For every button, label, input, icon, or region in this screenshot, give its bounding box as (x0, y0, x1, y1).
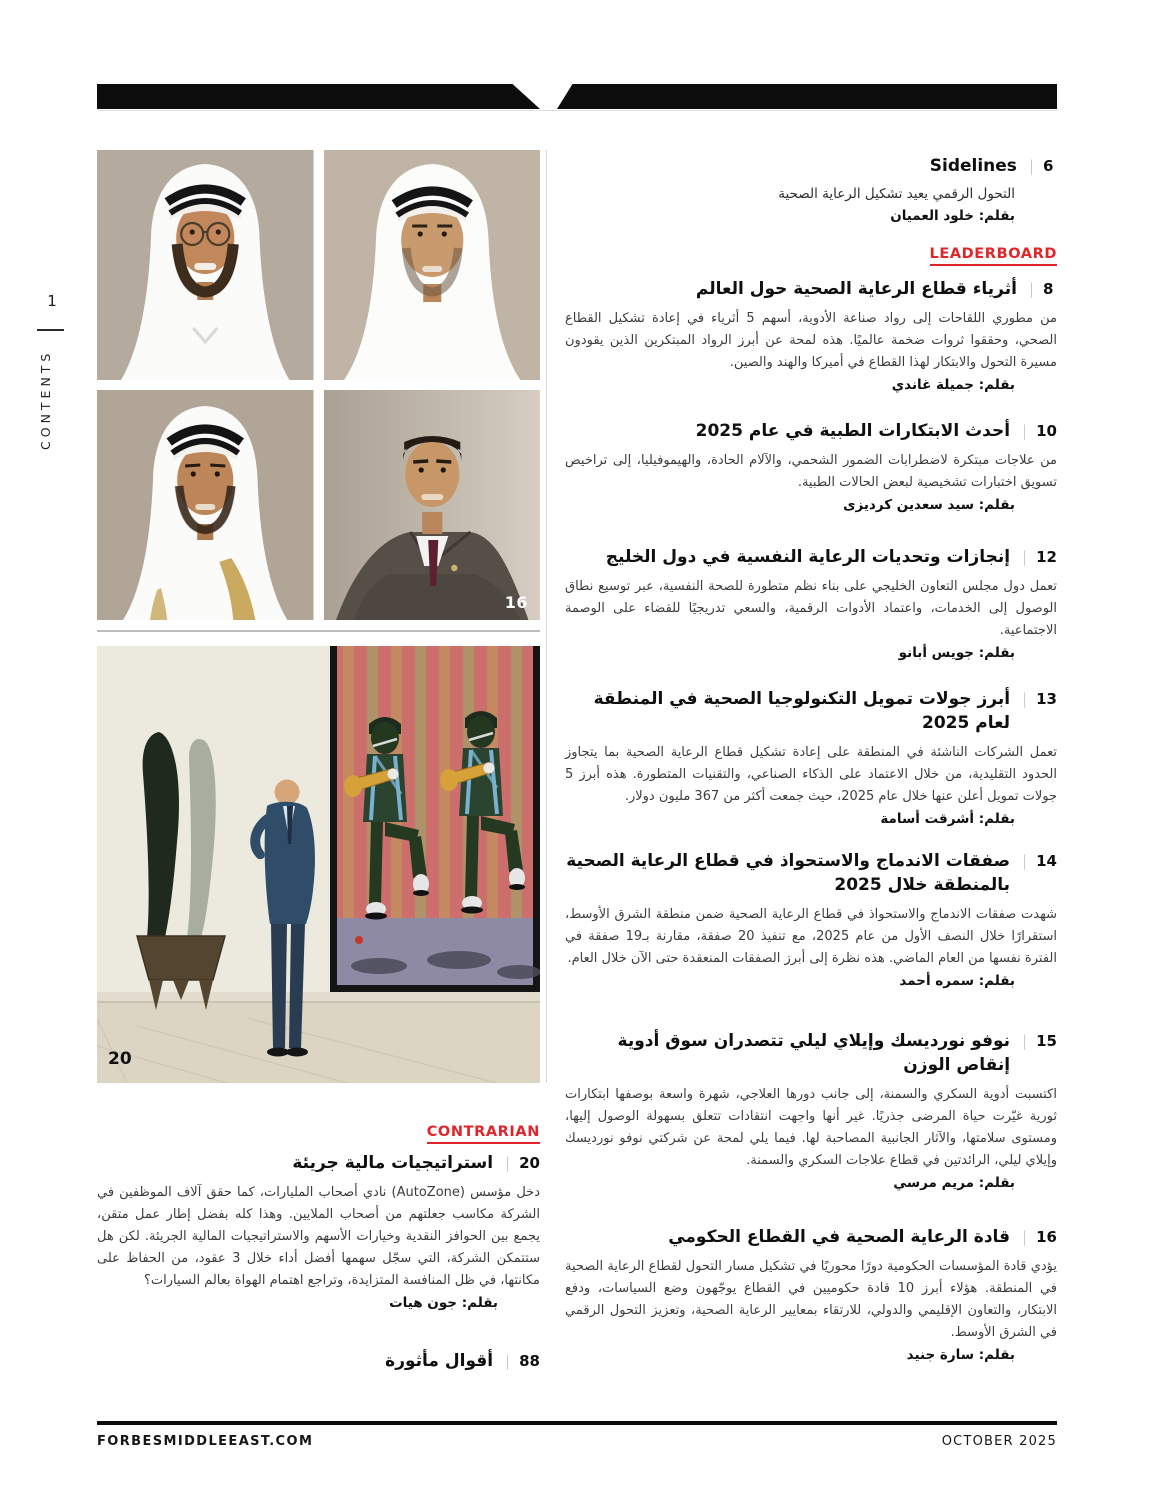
portrait-photo-3 (97, 390, 314, 620)
entry-page-number: 8 (1043, 280, 1054, 298)
entry-divider: | (1022, 852, 1028, 870)
entry-divider: | (1022, 690, 1028, 708)
entry-head (565, 1226, 1057, 1250)
contents-vertical-label: CONTENTS (38, 349, 53, 450)
entry-title: استراتيجيات مالية جريئة (292, 1153, 494, 1173)
entry-head (565, 688, 1057, 736)
entry-byline: بقلم: مريم مرسي (893, 1174, 1015, 1191)
entry-divider: | (1022, 548, 1028, 566)
entry-byline: بقلم: سمره أحمد (899, 972, 1015, 989)
page-number-rule (37, 329, 64, 331)
entry-summary: تعمل الشركات الناشئة في المنطقة على إعادة تشكيل قطاع الرعاية الصحية بما يتجاوز الحدود التقليدية، من خلال الاعتماد على الذكاء الصناعي، والتقنيات المتطورة. هذه أبرز 5 جولات تمويل أعلن عنها خلال عام 2025، حيث جمعت أكثر من 367 مليون دولار. (565, 744, 1057, 804)
entry-title: Sidelines (929, 156, 1017, 176)
entry-byline: بقلم: أشرقت أسامة (880, 810, 1015, 827)
entry-head (565, 155, 1057, 179)
toc-entry-10 (565, 420, 1057, 513)
toc-entry-16 (565, 1226, 1057, 1363)
entry-byline: بقلم: خلود العميان (890, 208, 1015, 225)
feature-photo (97, 646, 540, 1083)
entry-head (565, 546, 1057, 570)
entry-title: أحدث الابتكارات الطبية في عام 2025 (695, 421, 1011, 441)
column-rule (546, 150, 547, 1083)
page-number: 1 (47, 292, 57, 310)
entry-divider: | (1028, 157, 1034, 175)
toc-entry-sidelines (565, 155, 1057, 224)
entry-divider: | (1022, 422, 1028, 440)
entry-divider: | (1028, 280, 1034, 298)
entry-title: قادة الرعاية الصحية في القطاع الحكومي (668, 1227, 1011, 1247)
entry-title: أثرياء قطاع الرعاية الصحية حول العالم (695, 279, 1017, 299)
entry-page-number: 20 (519, 1154, 540, 1172)
portrait-4-illustration (324, 390, 541, 620)
entry-byline: بقلم: سارة جنيد (906, 1347, 1015, 1364)
entry-subtitle: التحول الرقمي يعيد تشكيل الرعاية الصحية (778, 185, 1015, 202)
header-bar-right (557, 84, 1057, 109)
entry-page-number: 13 (1036, 690, 1057, 708)
footer-rule (97, 1421, 1057, 1425)
photo-separator-rule (97, 630, 540, 632)
footer-issue-date: OCTOBER 2025 (941, 1434, 1057, 1449)
entry-page-number: 10 (1036, 422, 1057, 440)
entry-title: أبرز جولات تمويل التكنولوجيا الصحية في المنطقة لعام 2025 (593, 689, 1011, 733)
entry-page-number: 16 (1036, 1228, 1057, 1246)
entry-summary: من مطوري اللقاحات إلى رواد صناعة الأدوية، أسهم 5 أثرياء في إعادة تشكيل القطاع الصحي، وحققوا ثروات ضخمة عالميًا. هذه لمحة عن أبرز الرواد المبتكرين الذين يقودون مسيرة التحول والابتكار لهذا القطاع في أميركا والهند والصين. (565, 310, 1057, 370)
entry-page-number: 6 (1043, 157, 1054, 175)
entry-summary: اكتسبت أدوية السكري والسمنة، إلى جانب دورها العلاجي، شهرة واسعة بوصفها ابتكارات ثورية غيّرت حياة المرضى جذريًا. غير أنها واجهت انتقادات تتعلق بسهولة الوصول إليها، ومستوى سلامتها، والآثار الجانبية المصاحبة لها. فيما يلي لمحة عن شركتي نوفو نورديسك وإيلاي ليلي، الرائدتين في قطاع علاجات السكري والسمنة. (565, 1086, 1057, 1168)
header-bar-left (97, 84, 540, 109)
toc-entry-15 (565, 1030, 1057, 1191)
portrait-4-page-ref: 16 (504, 593, 528, 612)
entry-summary: من علاجات مبتكرة لاضطرابات الضمور الشحمي، والآلام الحادة، والهيموفيليا، إلى تراخيص تسويق اختبارات تشخيصية لبعض الحالات الطبية. (565, 452, 1057, 490)
entry-divider: | (1022, 1032, 1028, 1050)
entry-divider: | (505, 1154, 511, 1172)
entry-head (565, 1030, 1057, 1078)
entry-head (565, 420, 1057, 444)
toc-entry-13 (565, 688, 1057, 827)
feature-photo-illustration (97, 646, 540, 1083)
entry-title: صفقات الاندماج والاستحواذ في قطاع الرعاية الصحية بالمنطقة خلال 2025 (566, 851, 1011, 895)
feature-page-ref: 20 (108, 1049, 132, 1069)
entry-summary: تعمل دول مجلس التعاون الخليجي على بناء نظم متطورة للصحة النفسية، عبر توسيع نطاق الوصول إلى الخدمات، واعتماد الأدوات الرقمية، والسعي تدريجيًا للقضاء على الوصمة الاجتماعية. (565, 578, 1057, 638)
entry-head (97, 1152, 540, 1176)
entry-byline: بقلم: سيد سعدين كرديزى (843, 496, 1015, 513)
entry-page-number: 12 (1036, 548, 1057, 566)
toc-entry-20 (97, 1152, 540, 1311)
entry-byline: بقلم: جويس أبانو (898, 645, 1015, 662)
entry-summary: دخل مؤسس (AutoZone) نادي أصحاب المليارات، كما حقق آلاف الموظفين في الشركة مكاسب جعلتهم من أصحاب الملايين. وهذا كله بفضل إطار عمل متقن، يجمع بين الحوافز النقدية وخيارات الأسهم والاستراتيجيات المالية الجريئة. لكن هل ستتمكن الشركة، التي سجّل سهمها أفضل أداء خلال 3 عقود، من الحفاظ على مكانتها، في ظل المنافسة المتزايدة، وتراجع اهتمام الهواة بعالم السيارات؟ (97, 1184, 541, 1289)
entry-title: أقوال مأثورة (385, 1351, 494, 1371)
entry-byline: بقلم: جون هيات (389, 1295, 498, 1312)
header-bar-shadow (97, 110, 1057, 111)
entry-title: نوفو نورديسك وإيلاي ليلي تتصدران سوق أدوية إنقاص الوزن (617, 1031, 1011, 1075)
toc-entry-12 (565, 546, 1057, 661)
entry-head (565, 278, 1057, 302)
entry-head (565, 850, 1057, 898)
section-label-contrarian: CONTRARIAN (427, 1124, 540, 1144)
entry-summary: يؤدي قادة المؤسسات الحكومية دورًا محوريًا في تشكيل مسار التحول لقطاع الرعاية الصحية في المنطقة. هؤلاء أبرز 10 قادة حكوميين في القطاع يوجّهون وضع السياسات، ودفع الابتكار، والتعاون الإقليمي والدولي، للارتقاء بمعايير الرعاية الصحية، وتعزيز التحول الرقمي في الشرق الأوسط. (565, 1258, 1057, 1341)
entry-divider: | (505, 1352, 511, 1370)
toc-entry-88 (97, 1350, 540, 1374)
toc-entry-14 (565, 850, 1057, 989)
entry-title: إنجازات وتحديات الرعاية النفسية في دول الخليج (605, 547, 1011, 567)
entry-page-number: 15 (1036, 1032, 1057, 1050)
section-label-leaderboard: LEADERBOARD (930, 246, 1058, 266)
portrait-photo-2 (324, 150, 541, 380)
portrait-photo-4 (324, 390, 541, 620)
entry-page-number: 14 (1036, 852, 1057, 870)
portrait-1-illustration (97, 150, 314, 380)
toc-entry-8 (565, 278, 1057, 393)
entry-byline: بقلم: جميلة غاندي (891, 377, 1015, 394)
entry-page-number: 88 (519, 1352, 540, 1370)
portrait-2-illustration (324, 150, 541, 380)
entry-head (97, 1350, 540, 1374)
portrait-photo-1 (97, 150, 314, 380)
footer-website: FORBESMIDDLEEAST.COM (97, 1434, 314, 1449)
portrait-3-illustration (97, 390, 314, 620)
entry-divider: | (1022, 1228, 1028, 1246)
entry-summary: شهدت صفقات الاندماج والاستحواذ في قطاع الرعاية الصحية ضمن منطقة الشرق الأوسط، استقرارًا خلال النصف الأول من عام 2025، مع تنفيذ 20 صفقة، مقارنة بـ19 صفقة في الفترة نفسها من العام الماضي. هذه نظرة إلى أبرز الصفقات المنعقدة حتى الآن خلال العام. (565, 906, 1058, 966)
portrait-grid (97, 150, 540, 620)
